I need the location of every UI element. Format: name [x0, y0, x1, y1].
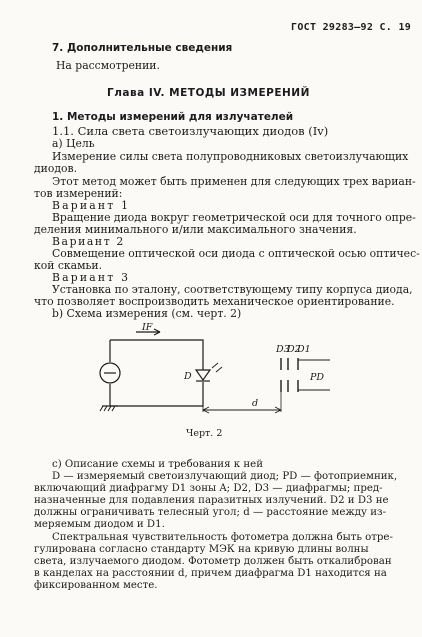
- section-c-title: с) Описание схемы и требования к ней: [52, 459, 263, 470]
- label-diode: D: [184, 371, 192, 382]
- text-line: Измерение силы света полупроводниковых светоизлучающих: [52, 150, 409, 163]
- text-line: назначенные для подавления паразитных излучений. D2 и D3 не: [34, 495, 389, 506]
- text-line: гулирована согласно стандарту МЭК на кривую длины волны: [34, 544, 369, 555]
- text-line: Вращение диода вокруг геометрической оси для точного опре-: [52, 211, 416, 224]
- chapter-title: Глава IV. МЕТОДЫ ИЗМЕРЕНИЙ: [107, 87, 310, 99]
- text-line: должны ограничивать телесный угол; d — расстояние между из-: [34, 507, 387, 518]
- text-line: включающий диафрагму D1 зоны A; D2, D3 — диафрагмы; пред-: [34, 483, 383, 494]
- gost-header: ГОСТ 29283—92 С. 19: [291, 22, 412, 33]
- section-1-title: 1. Методы измерений для излучателей: [52, 111, 294, 123]
- variant-1-label: Вариант 1: [52, 199, 131, 212]
- text-line: деления минимального и/или максимального значения.: [34, 223, 357, 236]
- purpose-label: а) Цель: [52, 137, 95, 150]
- variant-2-label: Вариант 2: [52, 235, 125, 248]
- circuit-wire-bottom: [110, 382, 203, 406]
- figure-caption: Черт. 2: [186, 428, 223, 439]
- circuit-wire-top: [110, 340, 203, 370]
- variant-3-label: Вариант 3: [52, 271, 131, 284]
- text-line: Установка по эталону, соответствующему типу корпуса диода,: [52, 283, 413, 296]
- label-d3: D3: [276, 344, 290, 355]
- measurement-diagram: [90, 322, 370, 420]
- text-line: Этот метод может быть применен для следующих трех вариан-: [52, 175, 416, 188]
- text-line: что позволяет воспроизводить механическое ориентирование.: [34, 295, 395, 308]
- text-line: b) Схема измерения (см. черт. 2): [52, 307, 242, 320]
- text-line: тов измерений:: [34, 187, 123, 200]
- text-line: Совмещение оптической оси диода с оптической осью оптичес-: [52, 247, 420, 260]
- label-current: IF: [142, 322, 153, 333]
- section-7-text: На рассмотрении.: [56, 59, 160, 72]
- label-distance: d: [252, 398, 259, 409]
- ground-symbol: [100, 406, 115, 411]
- text-line: фиксированном месте.: [34, 580, 158, 591]
- text-line: света, излучаемого диодом. Фотометр должен быть откалиброван: [34, 556, 392, 567]
- text-line: Спектральная чувствительность фотометра должна быть отре-: [52, 532, 393, 543]
- diode-symbol: [196, 370, 210, 380]
- text-line: диодов.: [34, 162, 78, 175]
- subsection-1-1-title: 1.1. Сила света светоизлучающих диодов (Iv): [52, 124, 329, 138]
- text-line: кой скамьи.: [34, 259, 103, 272]
- section-7-title: 7. Дополнительные сведения: [52, 42, 233, 54]
- text-line: D — измеряемый светоизлучающий диод; PD — фотоприемник,: [52, 471, 398, 482]
- label-d1: D1: [297, 344, 311, 355]
- label-pd: PD: [310, 372, 325, 383]
- text-line: меряемым диодом и D1.: [34, 519, 165, 530]
- label-d2: D2: [287, 344, 301, 355]
- text-line: в канделах на расстоянии d, причем диафрагма D1 находится на: [34, 568, 387, 579]
